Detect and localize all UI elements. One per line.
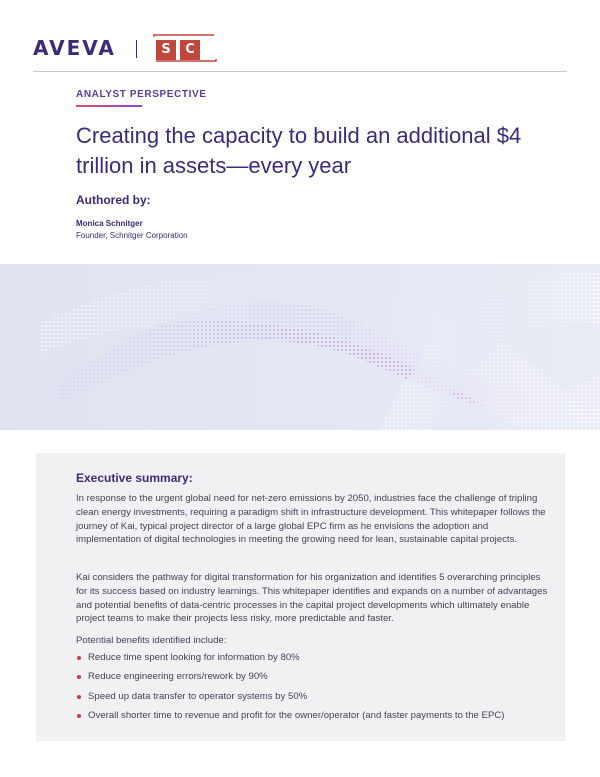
page-title: Creating the capacity to build an additional $4 trillion in assets—every year (76, 123, 522, 178)
bullet-icon (77, 714, 81, 718)
logo-letter-c: C (180, 40, 200, 60)
summary-paragraph: In response to the urgent global need for net-zero emissions by 2050, industries face the challenge of tripling clean energy investments, requiring a paradigm shift in infrastructure development. This whitepaper follows the journey of Kai, typical project director of a large global EPC firm as he envisions the adoption and implementation of digital technologies in meeting the growing need for lean, sustainable capital projects. (76, 493, 546, 546)
eyebrow-label: ANALYST PERSPECTIVE (76, 89, 207, 100)
list-item (76, 690, 556, 704)
summary-paragraph: Kai considers the pathway for digital transformation for his organization and identifies 5 overarching principles for its success based on industry learnings. This whitepaper identifies and expands on a number of advantages and potential benefits of data-centric processes in the capital project developments which ultimately enable project teams to make their projects less risky, more predictable and faster. (76, 572, 548, 625)
bullet-icon (77, 656, 81, 660)
bullet-icon (77, 675, 81, 679)
aveva-logo: AVEVA (33, 36, 116, 60)
benefit-text: Reduce engineering errors/rework by 90% (88, 671, 268, 683)
list-item (76, 651, 556, 665)
hero-banner (0, 264, 600, 430)
list-item (76, 709, 556, 723)
executive-summary-box (36, 453, 565, 741)
bullet-icon (77, 695, 81, 699)
benefit-text: Overall shorter time to revenue and profit for the owner/operator (and faster payments to the EPC) (88, 710, 505, 722)
header-divider (33, 71, 567, 72)
benefits-list (76, 651, 556, 729)
eyebrow-underline (76, 105, 142, 107)
author-role: Founder, Schnitger Corporation (76, 231, 188, 240)
dotted-wave-illustration (0, 264, 600, 430)
header (0, 0, 600, 72)
authored-by-label: Authored by: (76, 193, 151, 207)
schnitger-corporation-logo (152, 33, 218, 63)
summary-heading: Executive summary: (76, 471, 193, 485)
benefit-text: Speed up data transfer to operator systems by 50% (88, 690, 308, 702)
benefits-intro: Potential benefits identified include: (76, 635, 227, 646)
logo-letter-s: S (156, 40, 176, 60)
benefit-text: Reduce time spent looking for information by 80% (88, 652, 300, 663)
logo-divider (136, 40, 137, 58)
author-name: Monica Schnitger (76, 219, 143, 228)
list-item (76, 670, 556, 684)
